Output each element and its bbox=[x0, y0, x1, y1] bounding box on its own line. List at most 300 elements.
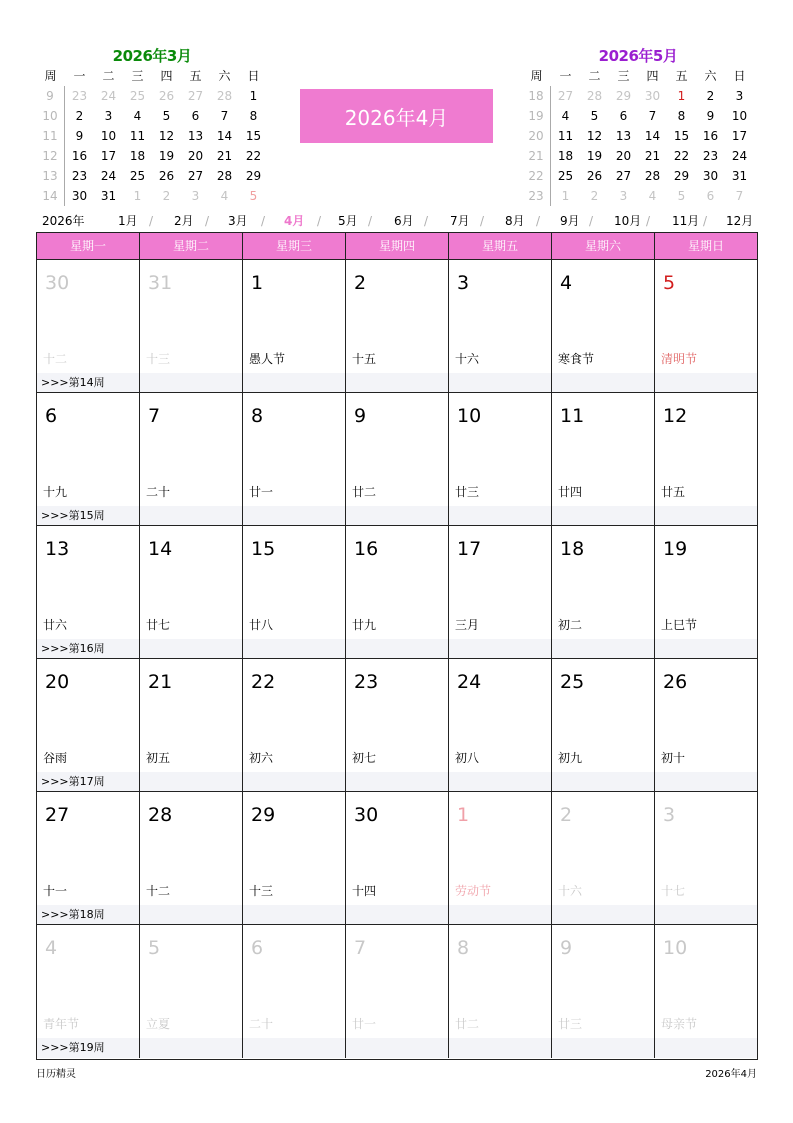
mini-day[interactable]: 22 bbox=[245, 149, 262, 163]
week-number-label: >>>第19周 bbox=[41, 1041, 105, 1054]
week-row bbox=[37, 791, 757, 924]
day-cell[interactable] bbox=[449, 260, 552, 393]
mini-calendar-title: 2026年3月 bbox=[112, 47, 192, 65]
mini-day[interactable]: 20 bbox=[187, 149, 204, 163]
day-number: 17 bbox=[457, 538, 482, 560]
week-strip bbox=[140, 506, 242, 526]
week-strip bbox=[449, 905, 551, 925]
mini-day[interactable]: 7 bbox=[648, 109, 657, 123]
mini-day[interactable]: 2 bbox=[75, 109, 84, 123]
week-row bbox=[37, 525, 757, 658]
week-strip bbox=[243, 373, 345, 393]
mini-weekday-header: 二 bbox=[102, 69, 115, 83]
mini-day[interactable]: 3 bbox=[104, 109, 113, 123]
day-cell[interactable] bbox=[552, 260, 655, 393]
nav-separator: / bbox=[205, 214, 210, 228]
day-number: 25 bbox=[560, 671, 585, 693]
day-number: 14 bbox=[148, 538, 173, 560]
nav-month-4[interactable]: 4月 bbox=[284, 214, 305, 228]
mini-day[interactable]: 24 bbox=[731, 149, 748, 163]
month-title-banner bbox=[300, 89, 493, 143]
mini-day[interactable]: 21 bbox=[216, 149, 233, 163]
week-number-label: >>>第15周 bbox=[41, 509, 105, 522]
mini-day[interactable]: 6 bbox=[706, 189, 715, 203]
day-number: 1 bbox=[251, 272, 264, 294]
day-number: 21 bbox=[148, 671, 173, 693]
nav-month-10[interactable]: 10月 bbox=[614, 214, 642, 228]
mini-day[interactable]: 15 bbox=[673, 129, 690, 143]
mini-day[interactable]: 19 bbox=[158, 149, 175, 163]
mini-day[interactable]: 26 bbox=[158, 169, 175, 183]
mini-calendar-march bbox=[36, 46, 268, 206]
day-cell[interactable] bbox=[655, 659, 757, 792]
day-cell[interactable] bbox=[655, 526, 757, 659]
mini-day[interactable]: 16 bbox=[702, 129, 719, 143]
day-number: 22 bbox=[251, 671, 276, 693]
lunar-date: 十六 bbox=[558, 884, 583, 898]
day-cell[interactable] bbox=[140, 393, 243, 526]
mini-weekday-header: 日 bbox=[733, 69, 746, 83]
week-strip bbox=[552, 1038, 654, 1058]
mini-day[interactable]: 4 bbox=[648, 189, 657, 203]
mini-week-number: 9 bbox=[36, 86, 65, 106]
lunar-date: 清明节 bbox=[661, 352, 698, 366]
lunar-date: 廿一 bbox=[249, 485, 274, 499]
day-number: 31 bbox=[148, 272, 173, 294]
nav-separator: / bbox=[703, 214, 708, 228]
day-number: 27 bbox=[45, 804, 70, 826]
mini-week-number: 13 bbox=[36, 166, 65, 186]
lunar-date: 寒食节 bbox=[558, 352, 595, 366]
weekday-header: 星期二 bbox=[140, 233, 243, 259]
weekday-header: 星期日 bbox=[655, 233, 757, 259]
nav-separator: / bbox=[424, 214, 429, 228]
week-strip bbox=[346, 1038, 448, 1058]
week-number-label: >>>第17周 bbox=[41, 775, 105, 788]
footer-date: 2026年4月 bbox=[705, 1069, 757, 1080]
day-number: 10 bbox=[663, 937, 688, 959]
week-strip bbox=[346, 772, 448, 792]
mini-day[interactable]: 28 bbox=[644, 169, 661, 183]
mini-calendar-may bbox=[522, 46, 754, 206]
month-navigation bbox=[36, 211, 758, 231]
mini-day[interactable]: 3 bbox=[191, 189, 200, 203]
mini-day[interactable]: 31 bbox=[731, 169, 748, 183]
mini-day[interactable]: 12 bbox=[158, 129, 175, 143]
weekday-header: 星期四 bbox=[346, 233, 449, 259]
lunar-date: 愚人节 bbox=[249, 352, 286, 366]
mini-day[interactable]: 19 bbox=[586, 149, 603, 163]
lunar-date: 十三 bbox=[249, 884, 274, 898]
lunar-date: 十二 bbox=[43, 352, 68, 366]
week-row bbox=[37, 658, 757, 791]
week-row bbox=[37, 259, 757, 392]
nav-separator: / bbox=[536, 214, 541, 228]
week-strip bbox=[552, 905, 654, 925]
weekday-header: 星期三 bbox=[243, 233, 346, 259]
day-cell[interactable] bbox=[346, 526, 449, 659]
day-cell[interactable] bbox=[449, 393, 552, 526]
mini-week-number: 21 bbox=[522, 146, 551, 166]
mini-weekday-header: 五 bbox=[675, 69, 688, 83]
mini-week-number: 14 bbox=[36, 186, 65, 206]
week-strip bbox=[552, 639, 654, 659]
day-number: 23 bbox=[354, 671, 379, 693]
nav-separator: / bbox=[480, 214, 485, 228]
mini-day[interactable]: 28 bbox=[216, 169, 233, 183]
day-cell[interactable] bbox=[449, 526, 552, 659]
week-strip bbox=[655, 639, 757, 659]
week-strip bbox=[243, 639, 345, 659]
mini-day[interactable]: 1 bbox=[677, 89, 686, 103]
mini-day[interactable]: 26 bbox=[158, 89, 175, 103]
week-strip bbox=[140, 1038, 242, 1058]
mini-weekday-header: 五 bbox=[189, 69, 202, 83]
mini-day[interactable]: 3 bbox=[735, 89, 744, 103]
week-strip bbox=[346, 373, 448, 393]
week-strip bbox=[655, 772, 757, 792]
mini-day[interactable]: 29 bbox=[673, 169, 690, 183]
day-cell[interactable] bbox=[140, 792, 243, 925]
lunar-date: 十九 bbox=[43, 485, 68, 499]
day-number: 3 bbox=[663, 804, 676, 826]
week-strip bbox=[243, 772, 345, 792]
day-cell[interactable] bbox=[346, 260, 449, 393]
lunar-date: 十五 bbox=[352, 352, 377, 366]
day-number: 11 bbox=[560, 405, 585, 427]
day-number: 7 bbox=[354, 937, 367, 959]
day-number: 8 bbox=[251, 405, 264, 427]
day-cell[interactable] bbox=[655, 792, 757, 925]
week-strip bbox=[346, 639, 448, 659]
mini-week-number: 11 bbox=[36, 126, 65, 146]
mini-day[interactable]: 11 bbox=[129, 129, 146, 143]
nav-month-6[interactable]: 6月 bbox=[394, 214, 414, 228]
lunar-date: 廿九 bbox=[352, 618, 377, 632]
mini-day[interactable]: 9 bbox=[706, 109, 715, 123]
lunar-date: 廿三 bbox=[558, 1017, 583, 1031]
mini-day[interactable]: 2 bbox=[706, 89, 715, 103]
mini-day[interactable]: 29 bbox=[615, 89, 632, 103]
mini-day[interactable]: 8 bbox=[677, 109, 686, 123]
day-cell[interactable] bbox=[552, 659, 655, 792]
mini-day[interactable]: 9 bbox=[75, 129, 84, 143]
mini-day[interactable]: 12 bbox=[586, 129, 603, 143]
day-cell[interactable] bbox=[243, 659, 346, 792]
mini-day[interactable]: 2 bbox=[162, 189, 171, 203]
nav-month-1[interactable]: 1月 bbox=[118, 214, 138, 228]
lunar-date: 初五 bbox=[146, 751, 171, 765]
day-cell[interactable] bbox=[140, 526, 243, 659]
day-cell[interactable] bbox=[346, 792, 449, 925]
day-cell[interactable] bbox=[449, 659, 552, 792]
nav-month-3[interactable]: 3月 bbox=[228, 214, 248, 228]
day-number: 30 bbox=[354, 804, 379, 826]
mini-day[interactable]: 23 bbox=[71, 169, 88, 183]
mini-day[interactable]: 13 bbox=[615, 129, 632, 143]
day-cell[interactable] bbox=[449, 925, 552, 1058]
mini-week-header: 周 bbox=[530, 69, 543, 83]
day-cell[interactable] bbox=[346, 659, 449, 792]
mini-day[interactable]: 7 bbox=[220, 109, 229, 123]
day-cell[interactable] bbox=[243, 526, 346, 659]
mini-day[interactable]: 10 bbox=[100, 129, 117, 143]
mini-day[interactable]: 6 bbox=[191, 109, 200, 123]
day-number: 26 bbox=[663, 671, 688, 693]
mini-day[interactable]: 20 bbox=[615, 149, 632, 163]
mini-day[interactable]: 4 bbox=[220, 189, 229, 203]
mini-day[interactable]: 22 bbox=[673, 149, 690, 163]
mini-weekday-header: 一 bbox=[73, 69, 86, 83]
week-strip bbox=[655, 1038, 757, 1058]
mini-week-number: 19 bbox=[522, 106, 551, 126]
nav-month-7[interactable]: 7月 bbox=[450, 214, 470, 228]
lunar-date: 十一 bbox=[43, 884, 68, 898]
day-cell[interactable] bbox=[552, 925, 655, 1058]
lunar-date: 廿八 bbox=[249, 618, 274, 632]
day-number: 3 bbox=[457, 272, 470, 294]
week-strip bbox=[140, 905, 242, 925]
mini-day[interactable]: 16 bbox=[71, 149, 88, 163]
lunar-date: 初八 bbox=[455, 751, 480, 765]
day-number: 18 bbox=[560, 538, 585, 560]
lunar-date: 廿七 bbox=[146, 618, 171, 632]
nav-separator: / bbox=[646, 214, 651, 228]
mini-day[interactable]: 5 bbox=[249, 189, 258, 203]
mini-day[interactable]: 30 bbox=[71, 189, 88, 203]
lunar-date: 十六 bbox=[455, 352, 480, 366]
week-strip bbox=[449, 506, 551, 526]
mini-day[interactable]: 27 bbox=[615, 169, 632, 183]
week-strip bbox=[346, 905, 448, 925]
mini-day[interactable]: 28 bbox=[586, 89, 603, 103]
lunar-date: 初十 bbox=[661, 751, 686, 765]
mini-week-number: 10 bbox=[36, 106, 65, 126]
day-number: 8 bbox=[457, 937, 470, 959]
mini-day[interactable]: 18 bbox=[557, 149, 574, 163]
day-cell[interactable] bbox=[140, 925, 243, 1058]
week-row bbox=[37, 392, 757, 525]
mini-weekday-header: 六 bbox=[704, 69, 717, 83]
day-cell[interactable] bbox=[449, 792, 552, 925]
mini-day[interactable]: 29 bbox=[245, 169, 262, 183]
lunar-date: 谷雨 bbox=[43, 751, 68, 765]
day-number: 5 bbox=[148, 937, 161, 959]
mini-day[interactable]: 28 bbox=[216, 89, 233, 103]
day-cell[interactable] bbox=[140, 260, 243, 393]
mini-day[interactable]: 27 bbox=[187, 89, 204, 103]
week-number-label: >>>第16周 bbox=[41, 642, 105, 655]
week-number-label: >>>第14周 bbox=[41, 376, 105, 389]
day-number: 24 bbox=[457, 671, 482, 693]
day-number: 4 bbox=[45, 937, 58, 959]
mini-day[interactable]: 27 bbox=[557, 89, 574, 103]
day-number: 20 bbox=[45, 671, 70, 693]
nav-month-2[interactable]: 2月 bbox=[174, 214, 194, 228]
lunar-date: 廿六 bbox=[43, 618, 68, 632]
mini-day[interactable]: 25 bbox=[557, 169, 574, 183]
lunar-date: 廿二 bbox=[455, 1017, 480, 1031]
week-strip bbox=[140, 373, 242, 393]
week-strip bbox=[552, 373, 654, 393]
mini-day[interactable]: 14 bbox=[216, 129, 233, 143]
mini-day[interactable]: 1 bbox=[561, 189, 570, 203]
day-cell[interactable] bbox=[552, 393, 655, 526]
lunar-date: 十三 bbox=[146, 352, 171, 366]
mini-weekday-header: 三 bbox=[617, 69, 630, 83]
day-cell[interactable] bbox=[243, 393, 346, 526]
mini-day[interactable]: 1 bbox=[249, 89, 258, 103]
mini-day[interactable]: 30 bbox=[702, 169, 719, 183]
week-row bbox=[37, 924, 757, 1057]
week-strip bbox=[552, 772, 654, 792]
week-strip bbox=[243, 1038, 345, 1058]
weekday-header: 星期六 bbox=[552, 233, 655, 259]
week-strip bbox=[655, 373, 757, 393]
week-strip bbox=[655, 506, 757, 526]
nav-month-8[interactable]: 8月 bbox=[505, 214, 525, 228]
mini-day[interactable]: 4 bbox=[133, 109, 142, 123]
mini-day[interactable]: 21 bbox=[644, 149, 661, 163]
week-strip bbox=[449, 772, 551, 792]
day-cell[interactable] bbox=[346, 925, 449, 1058]
mini-day[interactable]: 7 bbox=[735, 189, 744, 203]
mini-day[interactable]: 13 bbox=[187, 129, 204, 143]
mini-weekday-header: 二 bbox=[588, 69, 601, 83]
mini-day[interactable]: 30 bbox=[644, 89, 661, 103]
weekday-header: 星期一 bbox=[37, 233, 140, 259]
mini-day[interactable]: 24 bbox=[100, 89, 117, 103]
weekday-header: 星期五 bbox=[449, 233, 552, 259]
month-title: 2026年4月 bbox=[344, 105, 449, 130]
mini-day[interactable]: 5 bbox=[590, 109, 599, 123]
day-number: 1 bbox=[457, 804, 470, 826]
day-cell[interactable] bbox=[655, 260, 757, 393]
lunar-date: 上巳节 bbox=[661, 618, 698, 632]
week-strip bbox=[552, 506, 654, 526]
nav-month-5[interactable]: 5月 bbox=[338, 214, 358, 228]
week-strip bbox=[243, 506, 345, 526]
day-number: 12 bbox=[663, 405, 688, 427]
day-number: 2 bbox=[354, 272, 367, 294]
day-cell[interactable] bbox=[243, 925, 346, 1058]
mini-day[interactable]: 10 bbox=[731, 109, 748, 123]
day-number: 19 bbox=[663, 538, 688, 560]
day-number: 9 bbox=[560, 937, 573, 959]
mini-day[interactable]: 23 bbox=[702, 149, 719, 163]
mini-week-number: 22 bbox=[522, 166, 551, 186]
mini-day[interactable]: 27 bbox=[187, 169, 204, 183]
mini-day[interactable]: 3 bbox=[619, 189, 628, 203]
mini-day[interactable]: 17 bbox=[731, 129, 748, 143]
day-number: 13 bbox=[45, 538, 70, 560]
nav-month-9[interactable]: 9月 bbox=[560, 214, 580, 228]
mini-calendar-grid bbox=[522, 66, 754, 206]
nav-separator: / bbox=[317, 214, 322, 228]
day-cell[interactable] bbox=[552, 526, 655, 659]
day-cell[interactable] bbox=[243, 792, 346, 925]
mini-weekday-header: 四 bbox=[160, 69, 173, 83]
day-number: 30 bbox=[45, 272, 70, 294]
week-strip bbox=[346, 506, 448, 526]
day-number: 15 bbox=[251, 538, 276, 560]
mini-day[interactable]: 8 bbox=[249, 109, 258, 123]
nav-month-12[interactable]: 12月 bbox=[726, 214, 754, 228]
mini-day[interactable]: 11 bbox=[557, 129, 574, 143]
lunar-date: 十七 bbox=[661, 884, 686, 898]
lunar-date: 初二 bbox=[558, 618, 583, 632]
mini-day[interactable]: 1 bbox=[133, 189, 142, 203]
lunar-date: 劳动节 bbox=[455, 884, 492, 898]
mini-day[interactable]: 2 bbox=[590, 189, 599, 203]
mini-day[interactable]: 31 bbox=[100, 189, 117, 203]
lunar-date: 初六 bbox=[249, 751, 274, 765]
mini-calendar-title: 2026年5月 bbox=[598, 47, 678, 65]
lunar-date: 青年节 bbox=[43, 1017, 80, 1031]
day-cell[interactable] bbox=[140, 659, 243, 792]
mini-week-number: 18 bbox=[522, 86, 551, 106]
day-cell[interactable] bbox=[243, 260, 346, 393]
nav-year: 2026年 bbox=[42, 214, 85, 228]
lunar-date: 立夏 bbox=[146, 1017, 171, 1031]
mini-day[interactable]: 18 bbox=[129, 149, 146, 163]
day-number: 2 bbox=[560, 804, 573, 826]
mini-day[interactable]: 6 bbox=[619, 109, 628, 123]
mini-day[interactable]: 5 bbox=[677, 189, 686, 203]
mini-day[interactable]: 25 bbox=[129, 89, 146, 103]
day-cell[interactable] bbox=[552, 792, 655, 925]
nav-separator: / bbox=[368, 214, 373, 228]
month-calendar-grid bbox=[36, 232, 758, 1060]
day-number: 16 bbox=[354, 538, 379, 560]
lunar-date: 廿四 bbox=[558, 485, 583, 499]
nav-separator: / bbox=[149, 214, 154, 228]
mini-day[interactable]: 14 bbox=[644, 129, 661, 143]
day-number: 4 bbox=[560, 272, 573, 294]
day-cell[interactable] bbox=[655, 393, 757, 526]
mini-day[interactable]: 15 bbox=[245, 129, 262, 143]
nav-month-11[interactable]: 11月 bbox=[672, 214, 700, 228]
mini-day[interactable]: 25 bbox=[129, 169, 146, 183]
week-number-label: >>>第18周 bbox=[41, 908, 105, 921]
mini-day[interactable]: 4 bbox=[561, 109, 570, 123]
mini-calendar-grid bbox=[36, 66, 268, 206]
lunar-date: 初九 bbox=[558, 751, 583, 765]
mini-day[interactable]: 23 bbox=[71, 89, 88, 103]
week-strip bbox=[449, 1038, 551, 1058]
mini-day[interactable]: 5 bbox=[162, 109, 171, 123]
lunar-date: 廿三 bbox=[455, 485, 480, 499]
weekday-header-row bbox=[37, 233, 757, 259]
day-number: 29 bbox=[251, 804, 276, 826]
lunar-date: 三月 bbox=[455, 618, 480, 632]
mini-day[interactable]: 17 bbox=[100, 149, 117, 163]
day-number: 7 bbox=[148, 405, 161, 427]
lunar-date: 母亲节 bbox=[661, 1017, 698, 1031]
mini-weekday-header: 一 bbox=[559, 69, 572, 83]
mini-weekday-header: 日 bbox=[247, 69, 260, 83]
week-strip bbox=[140, 772, 242, 792]
mini-week-header: 周 bbox=[44, 69, 57, 83]
mini-day[interactable]: 26 bbox=[586, 169, 603, 183]
mini-weekday-header: 三 bbox=[131, 69, 144, 83]
day-cell[interactable] bbox=[346, 393, 449, 526]
mini-week-number: 12 bbox=[36, 146, 65, 166]
day-number: 10 bbox=[457, 405, 482, 427]
day-number: 28 bbox=[148, 804, 173, 826]
day-cell[interactable] bbox=[655, 925, 757, 1058]
mini-day[interactable]: 24 bbox=[100, 169, 117, 183]
